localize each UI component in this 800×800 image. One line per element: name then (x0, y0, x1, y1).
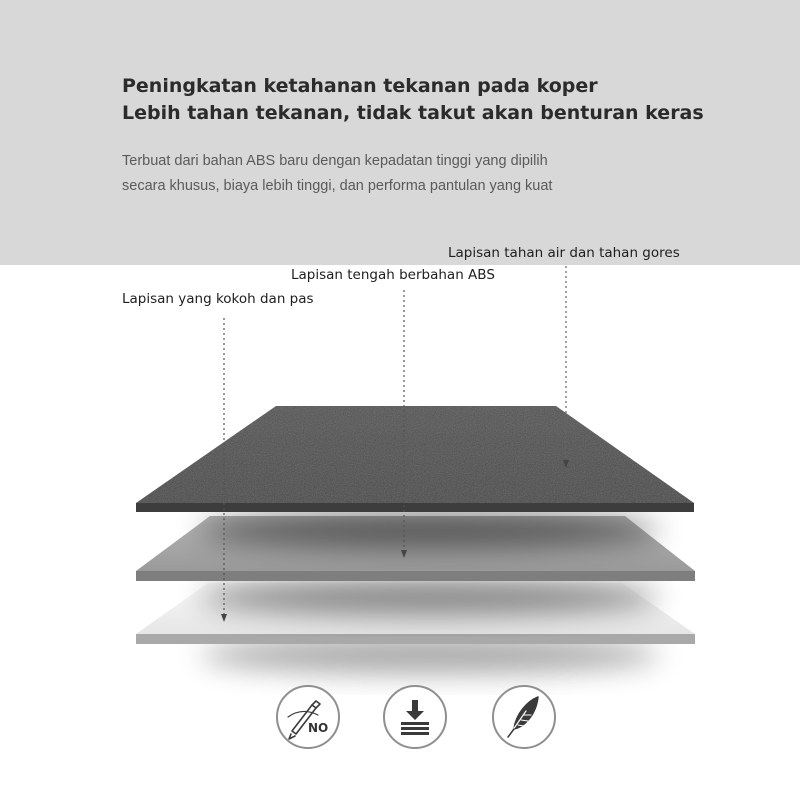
pressure-resistant-icon (383, 685, 447, 749)
no-text: NO (308, 721, 329, 735)
label-bottom-layer: Lapisan yang kokoh dan pas (122, 291, 314, 307)
headline-primary: Peningkatan ketahanan tekanan pada koper (122, 75, 598, 97)
description-line-2: secara khusus, biaya lebih tinggi, dan performa pantulan yang kuat (122, 178, 553, 194)
label-top-layer: Lapisan tahan air dan tahan gores (448, 245, 680, 261)
no-scratch-icon (276, 685, 340, 749)
lightweight-feather-icon (492, 685, 556, 749)
headline-secondary: Lebih tahan tekanan, tidak takut akan benturan keras (122, 102, 704, 124)
top-layer (136, 406, 694, 548)
description-line-1: Terbuat dari bahan ABS baru dengan kepadatan tinggi yang dipilih (122, 153, 548, 169)
label-middle-layer: Lapisan tengah berbahan ABS (291, 267, 495, 283)
